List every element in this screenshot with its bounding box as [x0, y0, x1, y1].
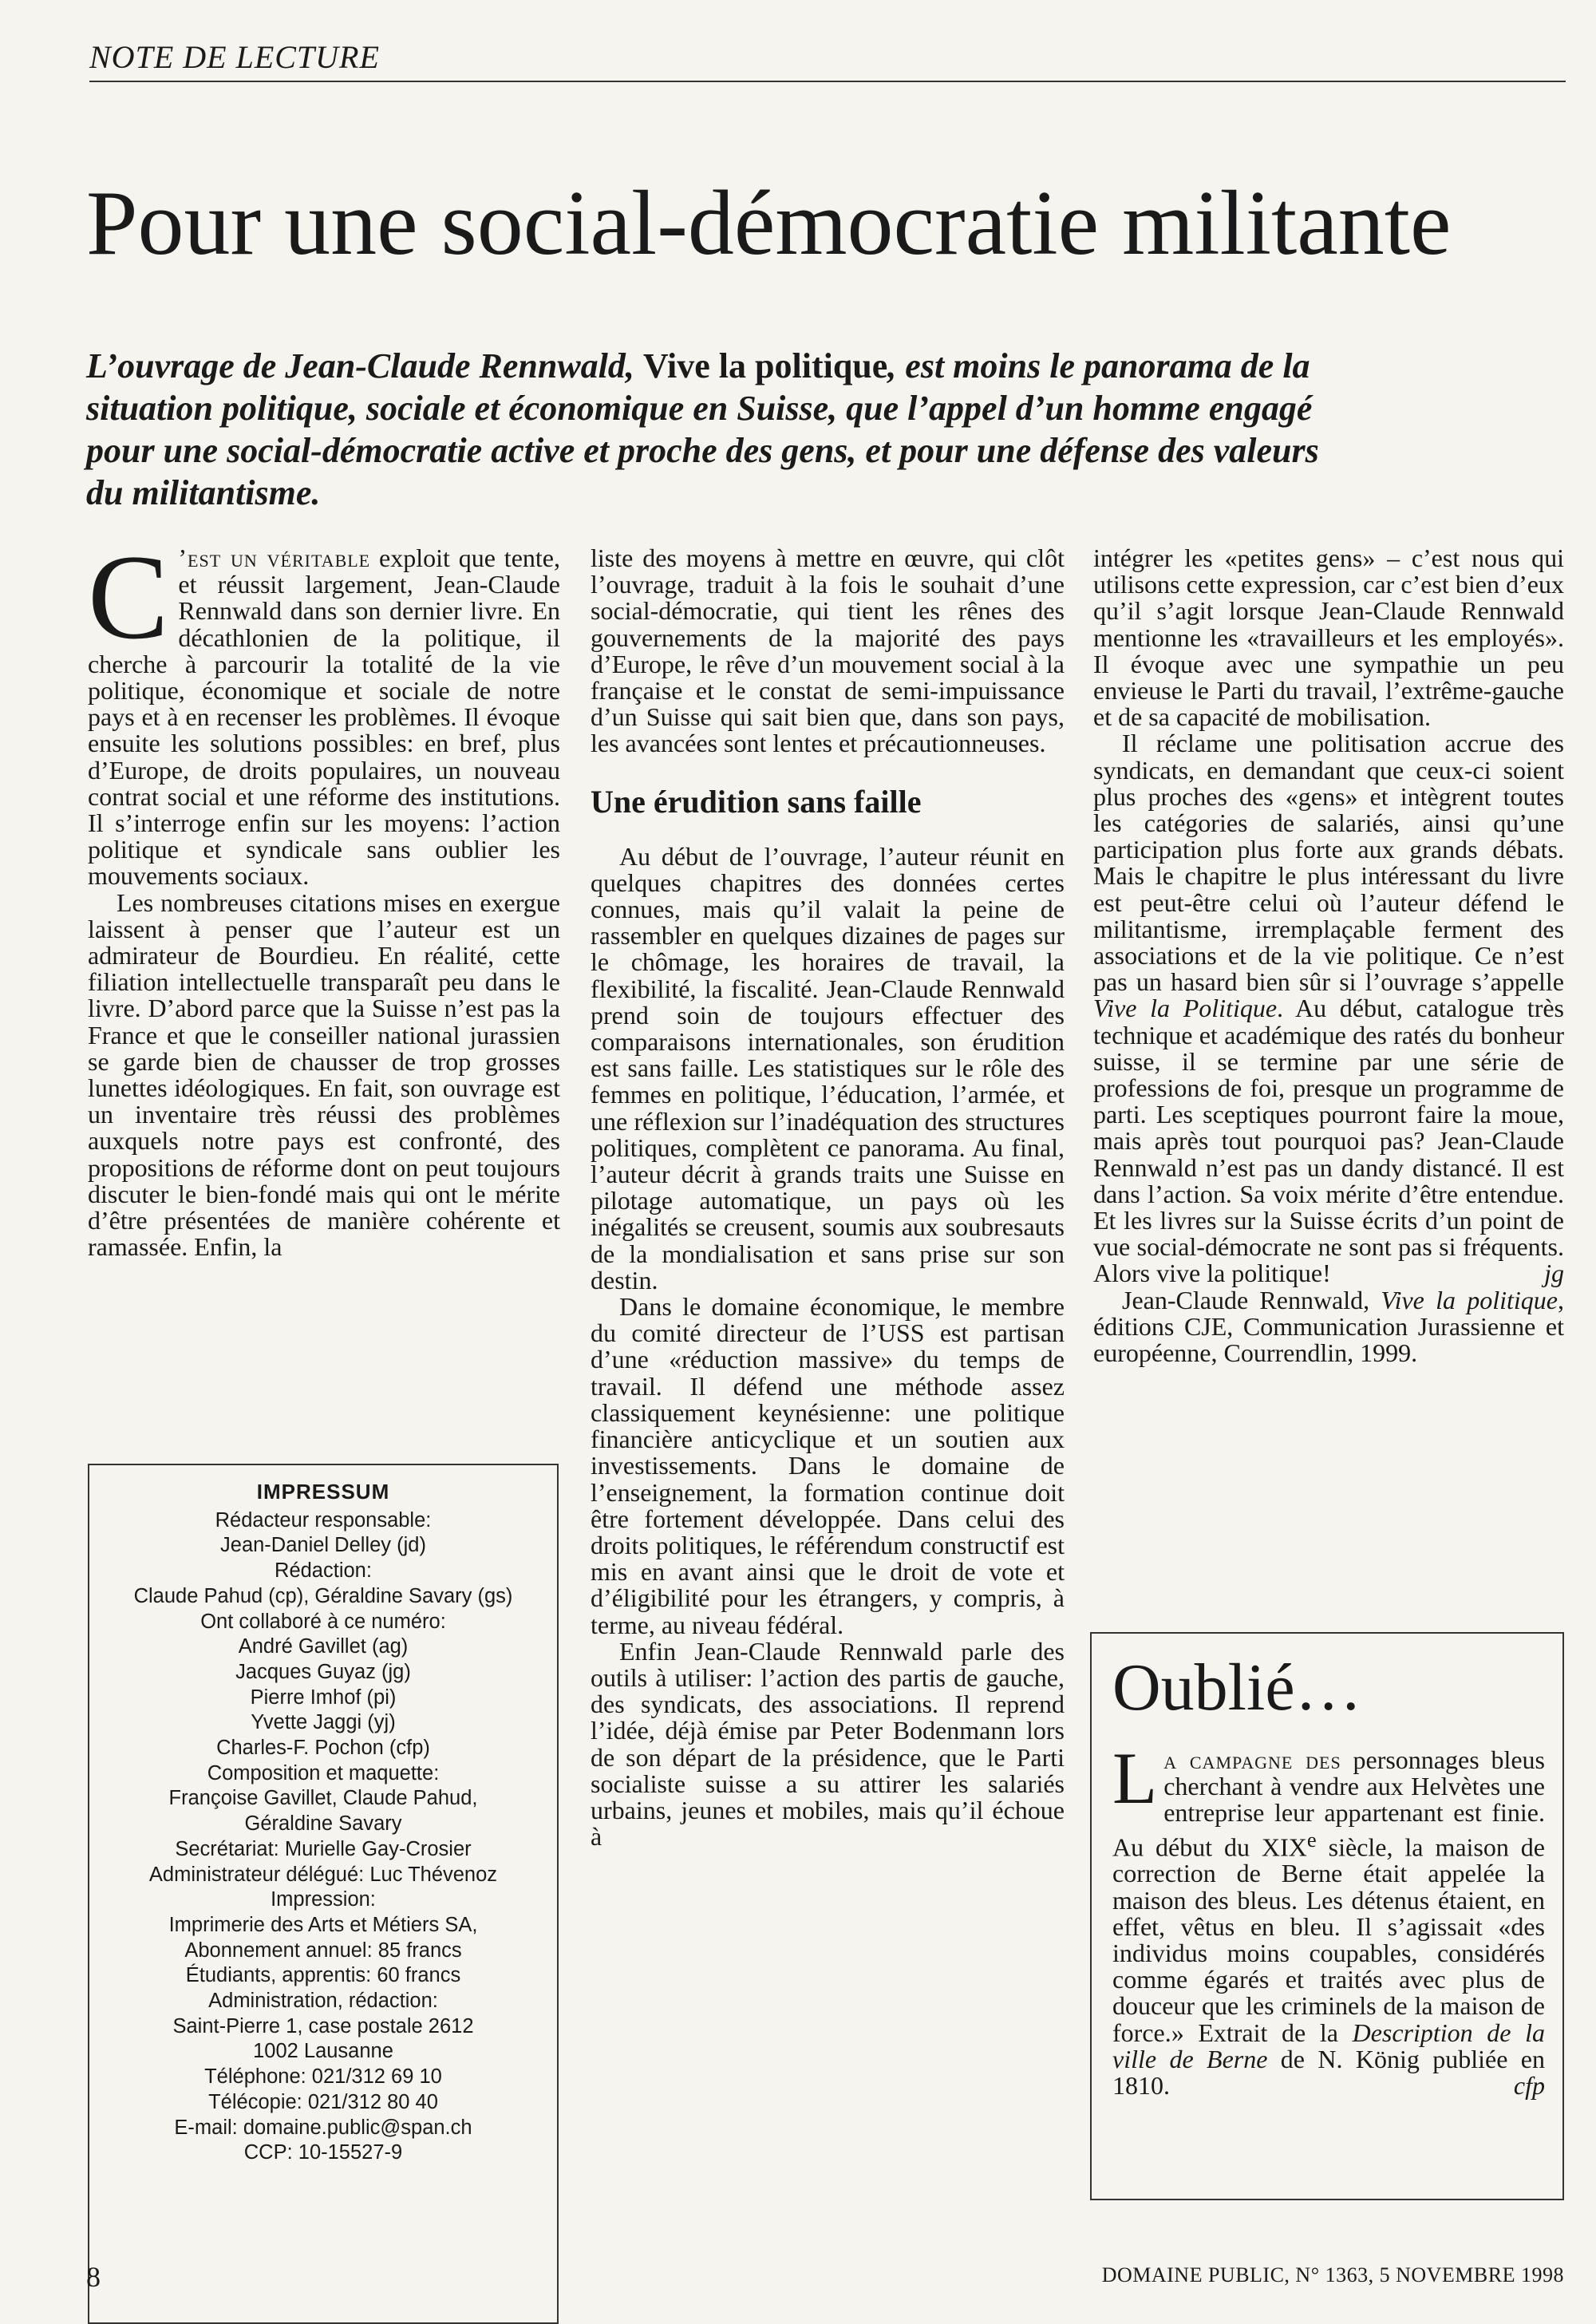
source-title: Description de la ville de Berne: [1112, 2018, 1546, 2073]
impressum-line: Pierre Imhof (pi): [250, 1686, 397, 1709]
impressum-line: Rédaction:: [275, 1559, 372, 1583]
article-paragraph: liste des moyens à mettre en œuvre, qui clôt l’ouvrage, traduit à la fois le souhait d’une social-démocratie, qui tient les rênes des gouvernements de la majorité des pays d’Europe, le rêve d’un mouvement social à la française et le constat de semi-impuissance d’un Suisse qui sait bien que, dans son pays, les avancées sont lentes et précautionneuses.: [591, 543, 1065, 758]
impressum-line: Jacques Guyaz (jg): [235, 1660, 411, 1683]
opening-small-caps: a campagne des: [1163, 1745, 1341, 1774]
oublie-box: [1090, 1632, 1564, 2200]
paragraph-text: . Au début, catalogue très technique et académique des ratés du bonheur suisse, il se termine par une série de professions de foi, presque un programme de parti. Les sceptiques pourront faire la moue, mais après tout pourquoi pas? Jean-Claude Rennwald n’est pas un dandy distancé. Il est dans l’action. Sa voix mérite d’être entendue. Et les livres sur la Suisse écrits d’un point de vue social-démocrate ne sont pas si fréquents. Alors vive la politique!: [1093, 994, 1565, 1288]
article-subheading: Une érudition sans faille: [591, 783, 922, 820]
article-paragraph: Enfin Jean-Claude Rennwald parle des outils à utiliser: l’action des partis de gauche, des syndicats, des associations. Il reprend l’idée, déjà émise par Peter Bodenmann lors de son départ de la présidence, que le Parti socialiste suisse a su attirer les salariés urbains, jeunes et mobiles, mais qu’il échoue à: [591, 1636, 1065, 1852]
impressum-line: CCP: 10-15527-9: [243, 2141, 403, 2164]
article-paragraph: Au début de l’ouvrage, l’auteur réunit en quelques chapitres des données certes connues, mais qu’il valait la peine de rassembler en quelques dizaines de pages sur le chômage, les horaires de travail, la flexibilité, la fiscalité. Jean-Claude Rennwald prend soin de toujours effectuer des comparaisons internationales, son érudition est sans faille. Les statistiques sur le rôle des femmes en politique, l’éducation, l’armée, et une réflexion sur l’inadéquation des structures politiques, complètent ce panorama. Au final, l’auteur décrit à grands traits une Suisse en pilotage automatique, un pays où les inégalités se creusent, soumis aux soubresauts de la mondialisation et sans prise sur son destin.: [591, 841, 1065, 1294]
paragraph-text: personnages bleus cherchant à vendre aux Helvètes une entreprise leur appartenant est finie. Au début du XIX: [1112, 1745, 1545, 1862]
impressum-line: Yvette Jaggi (yj): [251, 1711, 396, 1734]
page-number: 8: [86, 2261, 101, 2293]
impressum-line: Télécopie: 021/312 80 40: [208, 2090, 438, 2113]
impressum-line: Géraldine Savary: [244, 1812, 402, 1836]
impressum-email[interactable]: E-mail: domaine.public@span.ch: [174, 2116, 472, 2139]
paragraph-text: de N. König publiée en 1810.: [1112, 2044, 1546, 2101]
superscript: e: [1306, 1827, 1317, 1852]
impressum-line: Ont collaboré à ce numéro:: [200, 1610, 446, 1633]
impressum-line: Charles-F. Pochon (cfp): [216, 1737, 430, 1760]
article-paragraph: intégrer les «petites gens» – c’est nous qui utilisons cette expression, car c’est bien d’eux qu’il s’agit lorsque Jean-Claude Rennwald mentionne les «travailleurs et les employés». Il évoque avec une sympathie un peu envieuse le Parti du travail, l’extrême-gauche et de sa capacité de mobilisation.: [1093, 543, 1564, 732]
oublie-title: Oublié…: [1112, 1650, 1362, 1725]
article-paragraph: [1093, 730, 1564, 1286]
impressum-line: Saint-Pierre 1, case postale 2612: [172, 2014, 474, 2037]
impressum-line: Étudiants, apprentis: 60 francs: [185, 1964, 461, 1987]
article-column-3: [1093, 545, 1564, 1366]
impressum-line: Jean-Daniel Delley (jd): [220, 1534, 426, 1557]
impressum-title: IMPRESSUM: [256, 1480, 390, 1504]
article-column-1: [88, 530, 560, 1262]
lede-book-title: Vive la politique: [642, 346, 888, 385]
paragraph-text: siècle, la maison de correction de Berne était appelée la maison des bleus. Les détenus étaient, en effet, vêtus en bleu. Il s’agissait «des individus moins coupables, considérés comme égarés et traités avec plus de douceur que les criminels de la maison de force.» Extrait de la: [1112, 1832, 1546, 2047]
reference-details: , éditions CJE, Communication Jurassienne et européenne, Courrendlin, 1999.: [1093, 1285, 1564, 1368]
impressum-line: Secrétariat: Murielle Gay-Crosier: [175, 1837, 472, 1860]
drop-cap: C: [88, 530, 169, 664]
section-rubric: NOTE DE LECTURE: [89, 38, 1566, 82]
impressum-line: Abonnement annuel: 85 francs: [184, 1939, 462, 1962]
article-paragraph: Les nombreuses citations mises en exergue laissent à penser que l’auteur est un admirateur de Bourdieu. En réalité, cette filiation intellectuelle transparaît peu dans le livre. D’abord parce que la Suisse n’est pas la France et que le conseiller national jurassien se garde bien de chausser de trop grosses lunettes idéologiques. En fait, son ouvrage est un inventaire très réussi des problèmes auxquels notre pays est confronté, des propositions de réforme dont on peut toujours discuter le bien-fondé mais qui ont le mérite d’être présentées de manière cohérente et ramassée. Enfin, la: [88, 887, 560, 1262]
article-headline: Pour une social-démocratie militante: [86, 172, 1452, 275]
opening-small-caps: ’est un véritable: [178, 543, 371, 572]
impressum-line: Téléphone: 021/312 69 10: [204, 2065, 442, 2089]
article-lede: [86, 345, 1331, 514]
article-column-2: [591, 545, 1065, 1850]
impressum-line: Composition et maquette:: [207, 1761, 440, 1785]
article-paragraph: [88, 530, 560, 891]
reference-author: Jean-Claude Rennwald,: [1122, 1285, 1381, 1314]
reference-title: Vive la politique: [1381, 1285, 1558, 1314]
impressum-line: Imprimerie des Arts et Métiers SA,: [168, 1913, 478, 1936]
author-signature: cfp: [1513, 2071, 1545, 2101]
lede-text: , est moins le panorama de la situation politique, sociale et économique en Suisse, que l’appel d’un homme engagé pour une social-démocratie active et proche des gens, et pour une défense des valeurs du militantisme.: [86, 346, 1319, 512]
paragraph-text: Il réclame une politisation accrue des syndicats, en demandant que ceux-ci soient plus proches des «gens» et intègrent toutes les catégories de salariés, ainsi qu’une participation plus forte aux grands débats. Mais le chapitre le plus intéressant du livre est peut-être celui où l’auteur défend le militantisme, irremplaçable ferment des associations et de la vie politique. Ce n’est pas un hasard bien sûr si l’ouvrage s’appelle: [1093, 729, 1564, 997]
impressum-line: Claude Pahud (cp), Géraldine Savary (gs): [133, 1584, 513, 1607]
impressum-line: Impression:: [271, 1888, 376, 1911]
impressum-line: Administrateur délégué: Luc Thévenoz: [148, 1863, 498, 1886]
paragraph-text: exploit que tente, et réussit largement, Jean-Claude Rennwald dans son dernier livre. En décathlonien de la politique, il cherche à parcourir la totalité de la vie politique, économique et sociale de notre pays et à en recenser les problèmes. Il évoque ensuite les solutions possibles: en bref, plus d’Europe, de droits populaires, un nouveau contrat social et une réforme des institutions. Il s’interroge enfin sur les moyens: l’action politique et syndicale sans oublier les mouvements sociaux.: [88, 543, 560, 891]
author-signature: jg: [1544, 1259, 1564, 1288]
impressum-line: Rédacteur responsable:: [215, 1508, 432, 1532]
book-reference: [1093, 1287, 1564, 1367]
oublie-text: [1112, 1737, 1546, 2101]
article-paragraph: Dans le domaine économique, le membre du comité directeur de l’USS est partisan d’une «réduction massive» du temps de travail. Il défend une méthode assez classiquement keynésienne: une politique financière anticyclique et un soutien aux investissements. Dans le domaine de l’enseignement, la formation continue doit être fortement développée. Dans celui des droits politiques, le référendum constructif est mis en avant ainsi que le droit de vote et d’éligibilité pour les étrangers, y compris, à terme, au niveau fédéral.: [591, 1292, 1065, 1639]
drop-cap: L: [1112, 1737, 1158, 1819]
impressum-box: [88, 1464, 559, 2324]
book-title: Vive la Politique: [1093, 994, 1278, 1023]
impressum-line: 1002 Lausanne: [253, 2040, 393, 2063]
impressum-line: Françoise Gavillet, Claude Pahud,: [168, 1787, 478, 1810]
impressum-line: Administration, rédaction:: [208, 1990, 438, 2013]
lede-intro: L’ouvrage de Jean-Claude Rennwald,: [86, 346, 634, 385]
impressum-line: André Gavillet (ag): [238, 1635, 409, 1658]
publication-info: DOMAINE PUBLIC, N° 1363, 5 NOVEMBRE 1998: [1101, 2263, 1564, 2286]
